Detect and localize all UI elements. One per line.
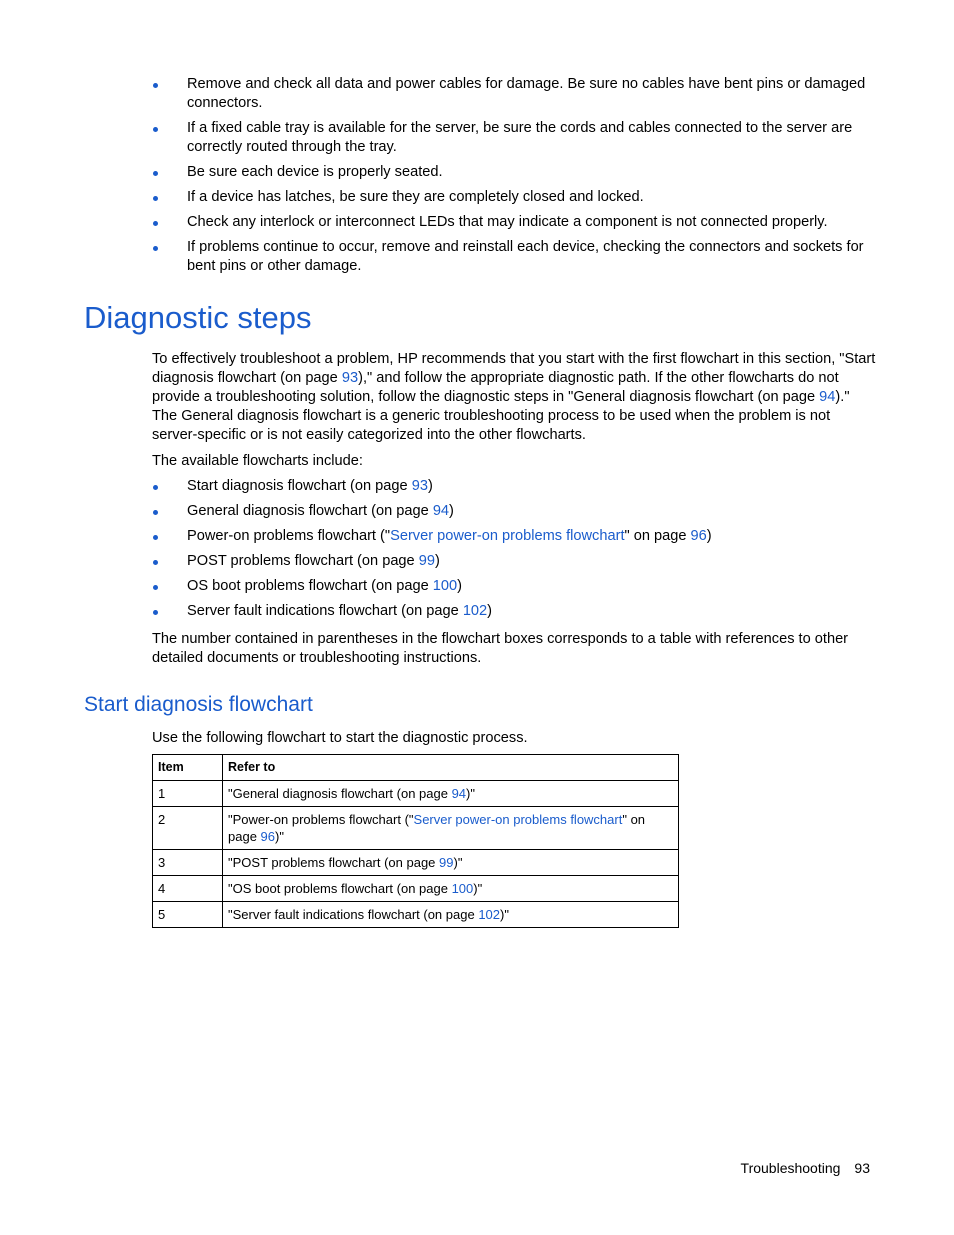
list-item: General diagnosis flowchart (on page 94) (152, 502, 876, 521)
page-link[interactable]: 102 (462, 603, 488, 619)
page-link[interactable]: 93 (411, 478, 428, 494)
bullet-icon (153, 196, 158, 201)
section-heading: Diagnostic steps (84, 300, 312, 335)
bullet-icon (153, 246, 158, 251)
bullet-icon (153, 585, 158, 590)
refer-cell: "POST problems flowchart (on page 99)" (223, 850, 679, 876)
page-link[interactable]: 99 (439, 855, 454, 870)
number-paragraph: The number contained in parentheses in the flowchart boxes corresponds to a table with references to other detailed documents or troubleshooting instructions. (152, 631, 849, 666)
page-link[interactable]: 96 (260, 829, 276, 844)
table-row (153, 902, 679, 928)
available-flowcharts-text: The available flowcharts include: (152, 453, 363, 469)
item-cell: 5 (153, 902, 223, 928)
table-row (153, 876, 679, 902)
item-cell: 4 (153, 876, 223, 902)
page-footer (741, 1159, 870, 1177)
bullet-icon (153, 560, 158, 565)
page-number: 93 (854, 1160, 870, 1176)
table-header-row (153, 755, 679, 781)
page-link[interactable]: 100 (451, 881, 474, 896)
page-link[interactable]: 102 (478, 907, 501, 922)
flowchart-list (152, 477, 876, 627)
bullet-icon (153, 83, 158, 88)
bullet-icon (153, 510, 158, 515)
item-cell: 3 (153, 850, 223, 876)
bullet-icon (153, 127, 158, 132)
page-link[interactable]: 99 (418, 553, 435, 569)
item-cell: 1 (153, 781, 223, 807)
refer-cell: "OS boot problems flowchart (on page 100)" (223, 876, 679, 902)
refer-cell: "Server fault indications flowchart (on page 102)" (223, 902, 679, 928)
page-link[interactable]: 93 (341, 370, 359, 386)
intro-paragraph: To effectively troubleshoot a problem, HP recommends that you start with the first flowchart in this section, "Start diagnosis flowchart (on page 93)," and follow the appropriate diagnostic path. If the other flowcharts do not provide a troubleshooting solution, follow the diagnostic steps in "General diagnosis flowchart (on page 94)." The General diagnosis flowchart is a generic troubleshooting process to be used when the problem is not server-specific or is not easily categorized into the other flowcharts. (152, 351, 876, 443)
list-item: POST problems flowchart (on page 99) (152, 552, 876, 571)
flowchart-link[interactable]: Server power-on problems flowchart (390, 528, 625, 544)
bullet-icon (153, 171, 158, 176)
bullet-icon (153, 535, 158, 540)
top-bullet-list (152, 75, 876, 282)
bullet-icon (153, 221, 158, 226)
bullet-icon (153, 485, 158, 490)
table-row (153, 807, 679, 850)
page-link[interactable]: 94 (819, 389, 836, 405)
subsection-heading: Start diagnosis flowchart (84, 693, 313, 716)
list-item: If problems continue to occur, remove and reinstall each device, checking the connectors and sockets for bent pins or other damage. (152, 238, 876, 276)
refer-cell: "General diagnosis flowchart (on page 94)" (223, 781, 679, 807)
list-item: If a fixed cable tray is available for the server, be sure the cords and cables connected to the server are correctly routed through the tray. (152, 119, 876, 157)
table-row (153, 781, 679, 807)
list-item: OS boot problems flowchart (on page 100) (152, 577, 876, 596)
list-item: Check any interlock or interconnect LEDs that may indicate a component is not connected properly. (152, 213, 876, 232)
item-cell: 2 (153, 807, 223, 850)
list-item: Start diagnosis flowchart (on page 93) (152, 477, 876, 496)
page-link[interactable]: 96 (690, 528, 707, 544)
page-link[interactable]: 94 (451, 786, 467, 801)
list-item: Server fault indications flowchart (on page 102) (152, 602, 876, 621)
refer-cell: "Power-on problems flowchart ("Server power-on problems flowchart" on page 96)" (223, 807, 679, 850)
list-item: Power-on problems flowchart ("Server power-on problems flowchart" on page 96) (152, 527, 876, 546)
reference-table (152, 754, 679, 928)
column-header-refer: Refer to (223, 755, 679, 781)
list-item: Remove and check all data and power cables for damage. Be sure no cables have bent pins or damaged connectors. (152, 75, 876, 113)
flowchart-link[interactable]: Server power-on problems flowchart (413, 812, 623, 827)
column-header-item: Item (153, 755, 223, 781)
list-item: If a device has latches, be sure they are completely closed and locked. (152, 188, 876, 207)
use-paragraph: Use the following flowchart to start the diagnostic process. (152, 730, 528, 746)
page-link[interactable]: 94 (432, 503, 450, 519)
table-row (153, 850, 679, 876)
page-link[interactable]: 100 (432, 578, 458, 594)
footer-section: Troubleshooting (740, 1160, 841, 1176)
bullet-icon (153, 610, 158, 615)
list-item: Be sure each device is properly seated. (152, 163, 876, 182)
